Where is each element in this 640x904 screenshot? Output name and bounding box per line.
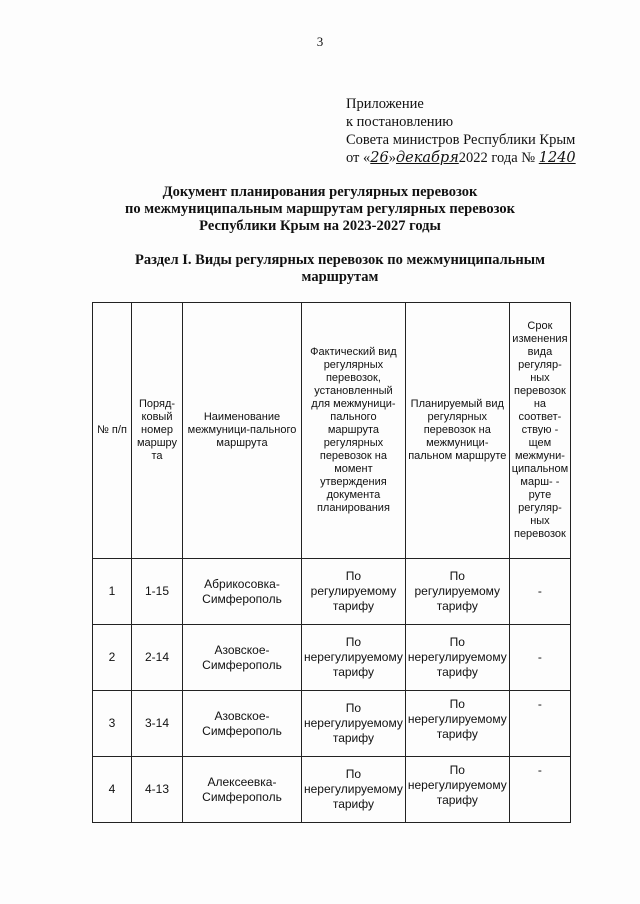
header-num: № п/п <box>93 303 132 559</box>
appendix-line-2: к постановлению <box>346 114 454 130</box>
table-row <box>93 691 571 757</box>
cell-name: Абрикосовка-Симферополь <box>183 559 302 625</box>
section-line-1: Раздел I. Виды регулярных перевозок по межмуниципальным <box>135 252 545 268</box>
date-prefix: от « <box>346 150 371 166</box>
cell-term: - <box>509 691 570 757</box>
document-title <box>80 184 560 235</box>
cell-order: 1-15 <box>132 559 183 625</box>
cell-actual: По нерегулируемому тарифу <box>302 757 406 823</box>
title-line-2: по межмуниципальным маршрутам регулярных перевозок <box>124 201 515 217</box>
cell-num: 2 <box>93 625 132 691</box>
section-heading <box>80 252 600 286</box>
cell-order: 3-14 <box>132 691 183 757</box>
cell-actual: По нерегулируемому тарифу <box>302 625 406 691</box>
cell-order: 2-14 <box>132 625 183 691</box>
cell-planned: По нерегулируемому тарифу <box>405 757 509 823</box>
cell-order: 4-13 <box>132 757 183 823</box>
table-header-row <box>93 303 571 559</box>
date-month: декабря <box>395 150 459 166</box>
cell-term: - <box>509 559 570 625</box>
appendix-line-3: Совета министров Республики Крым <box>346 132 576 148</box>
title-line-3: Республики Крым на 2023-2027 годы <box>199 218 441 234</box>
table-row <box>93 559 571 625</box>
cell-num: 4 <box>93 757 132 823</box>
cell-name: Алексеевка-Симферополь <box>183 757 302 823</box>
header-actual: Фактический вид регулярных перевозок, установленный для межмуници-пального маршрута регулярных перевозок на момент утверждения документа планирования <box>302 303 406 559</box>
date-quote: » <box>388 150 396 166</box>
appendix-date-line <box>346 149 576 167</box>
cell-name: Азовское-Симферополь <box>183 691 302 757</box>
table-row <box>93 625 571 691</box>
title-line-1: Документ планирования регулярных перевозок <box>162 184 478 200</box>
date-day: 26 <box>370 150 389 166</box>
cell-actual: По регулируемому тарифу <box>302 559 406 625</box>
header-name: Наименование межмуници-пального маршрута <box>183 303 302 559</box>
cell-num: 3 <box>93 691 132 757</box>
cell-term: - <box>509 625 570 691</box>
cell-planned: По нерегулируемому тарифу <box>405 691 509 757</box>
resolution-number: 1240 <box>538 150 576 166</box>
appendix-line-1: Приложение <box>346 96 424 112</box>
appendix-block <box>346 95 576 167</box>
header-order: Поряд-ковый номер маршру та <box>132 303 183 559</box>
section-line-2: маршрутам <box>301 269 379 285</box>
cell-planned: По регулируемому тарифу <box>405 559 509 625</box>
header-planned: Планируемый вид регулярных перевозок на межмуници-пальном маршруте <box>405 303 509 559</box>
header-term: Срок изменения вида регуляр-ных перевозок на соответ-ствую - щем межмуни-ципальном марш- - руте регуляр-ных перевозок <box>509 303 570 559</box>
cell-actual: По нерегулируемому тарифу <box>302 691 406 757</box>
routes-table <box>92 302 571 823</box>
cell-name: Азовское-Симферополь <box>183 625 302 691</box>
table-row <box>93 757 571 823</box>
cell-num: 1 <box>93 559 132 625</box>
date-year: 2022 года № <box>458 150 536 166</box>
cell-planned: По нерегулируемому тарифу <box>405 625 509 691</box>
cell-term: - <box>509 757 570 823</box>
page-number: 3 <box>316 34 324 49</box>
